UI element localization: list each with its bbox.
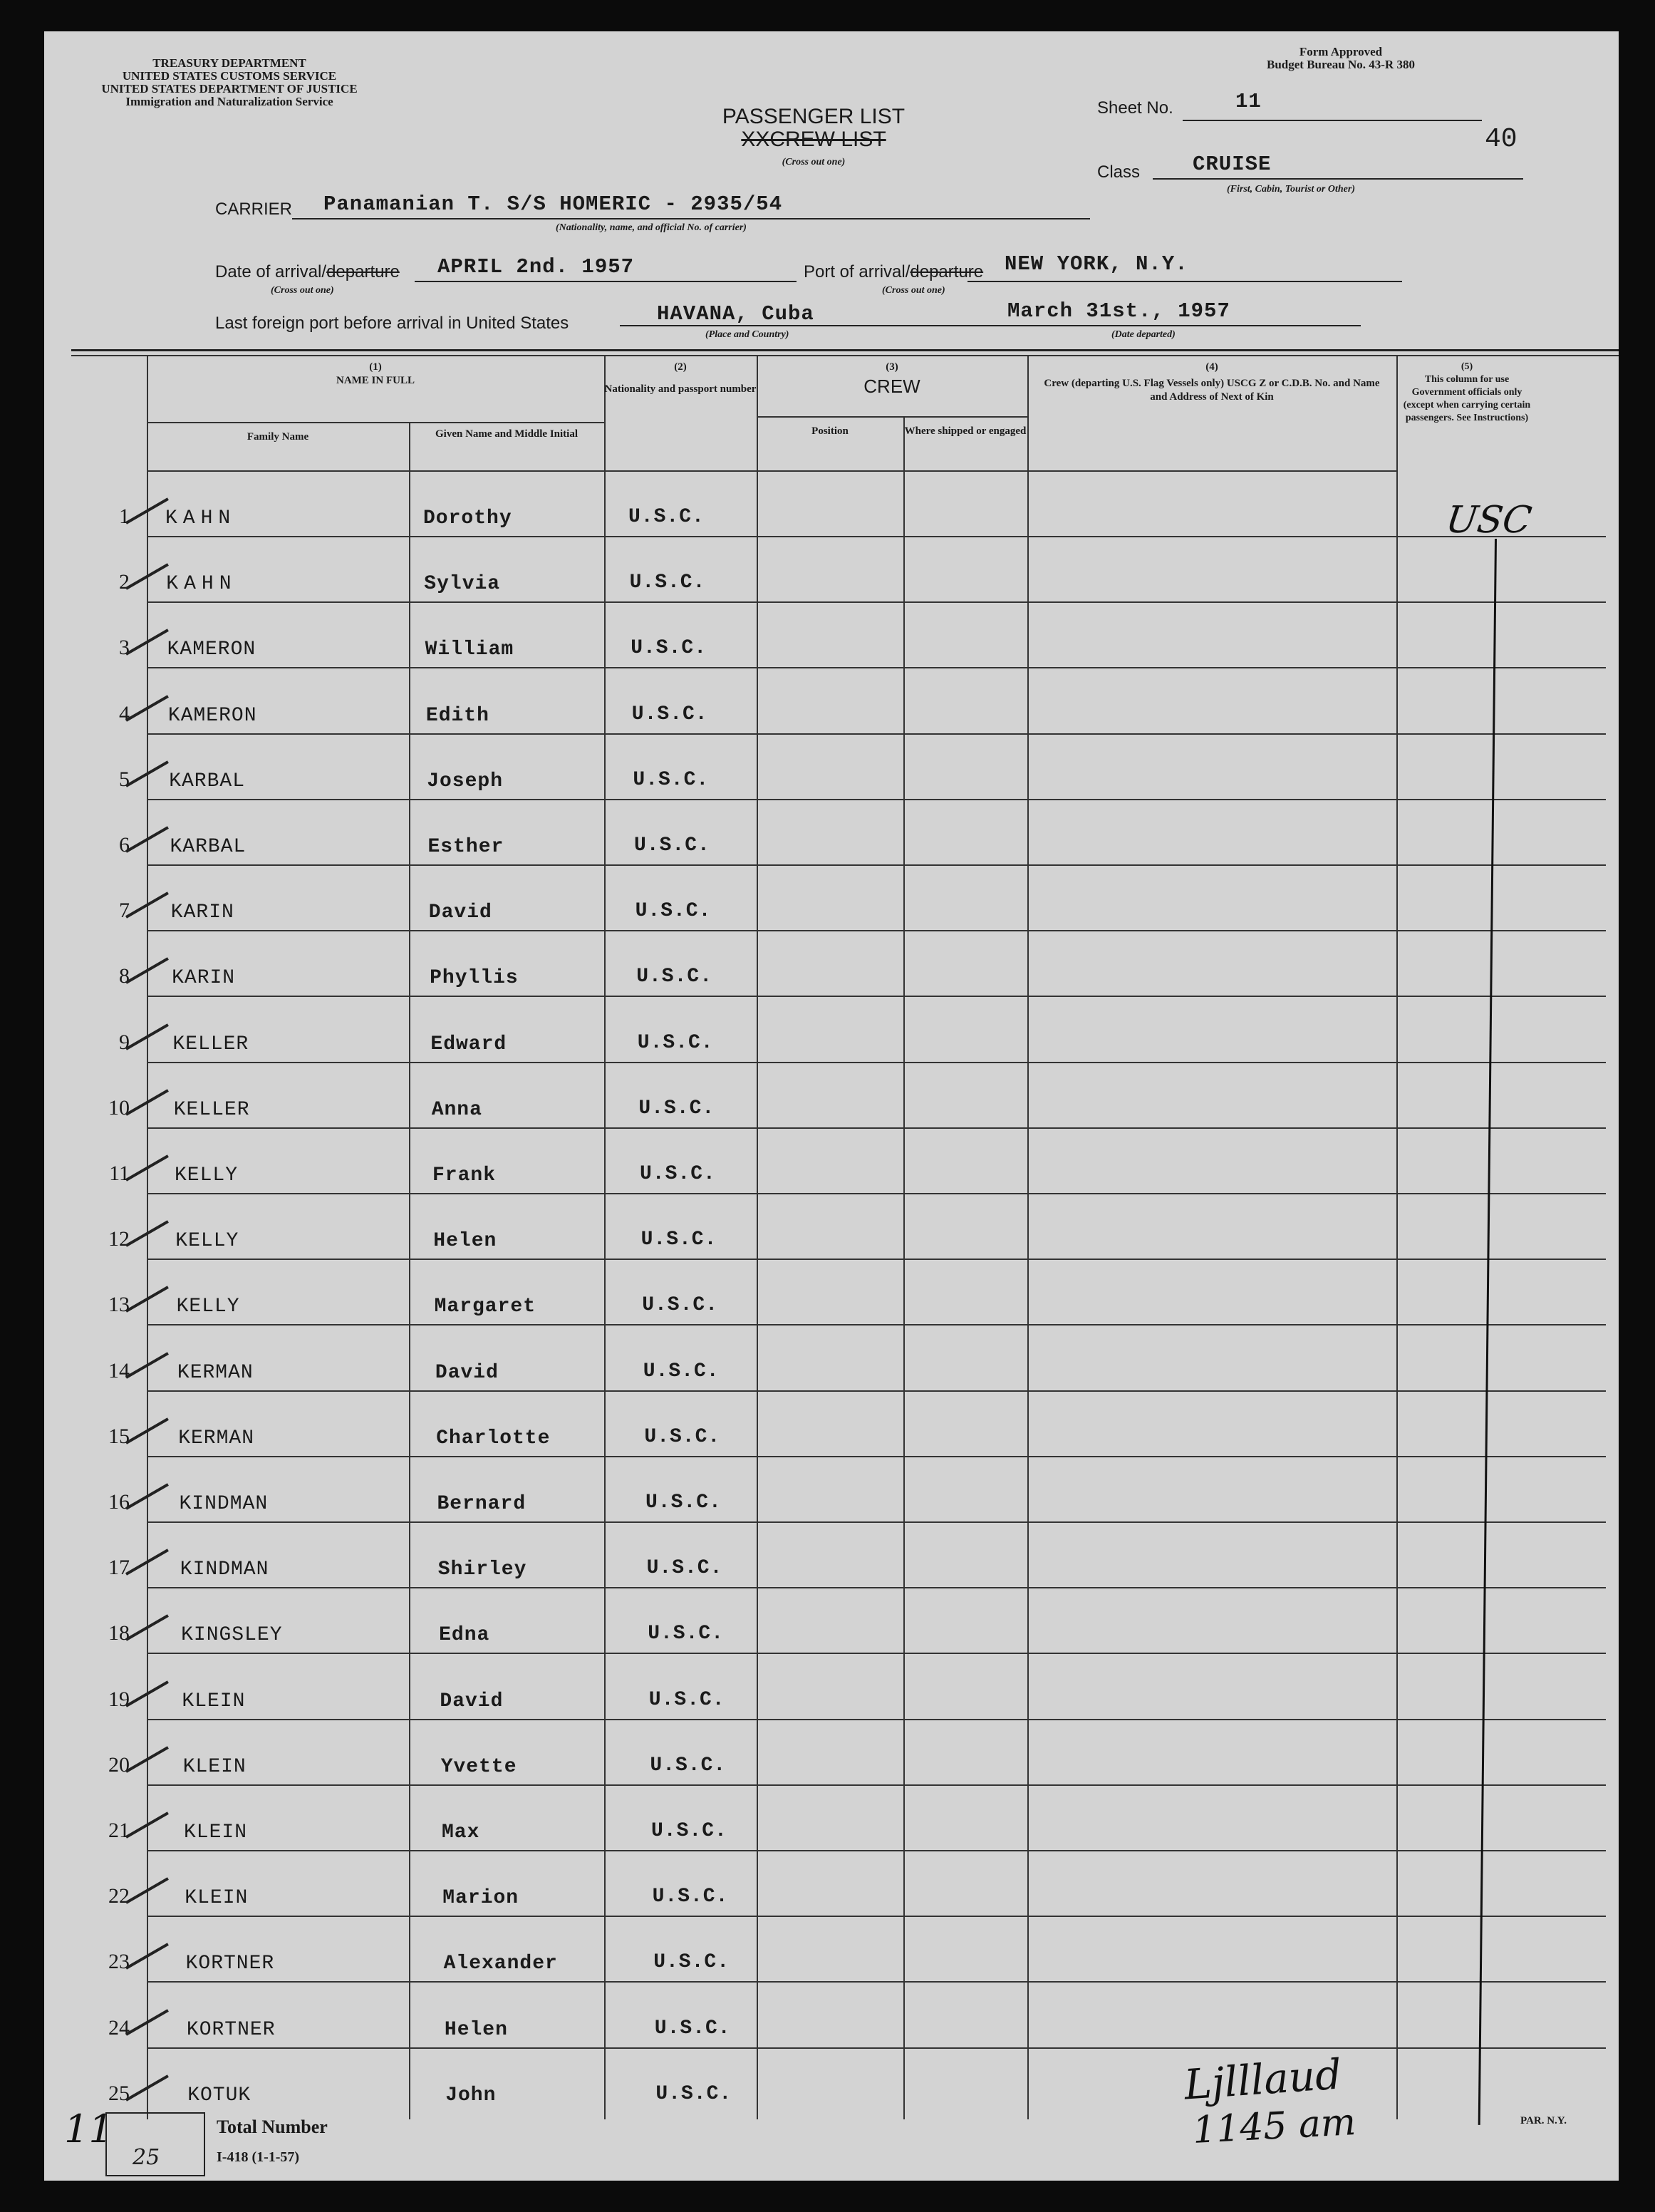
family-name-header: Family Name — [247, 431, 309, 443]
government-annotation: USC — [1443, 499, 1535, 542]
nationality-cell: U.S.C. — [631, 703, 708, 725]
nationality-cell: U.S.C. — [653, 1951, 730, 1974]
date-arrival-text: Date of arrival/ — [215, 262, 327, 281]
agency-line: Immigration and Naturalization Service — [125, 95, 333, 108]
given-name-cell: Edna — [439, 1624, 490, 1647]
row-rule — [147, 1653, 1606, 1654]
col5-title: This column for use Government officials only (except when carrying certain passengers. See Instructions) — [1403, 374, 1531, 423]
col1-number: (1) — [369, 361, 382, 373]
col2-title: Nationality and passport number — [604, 383, 757, 395]
row-number: 11 — [109, 1162, 130, 1185]
row-number: 1 — [119, 505, 130, 528]
col1-header — [147, 361, 604, 388]
budget-bureau-text: Budget Bureau No. 43-R 380 — [1267, 58, 1415, 71]
nationality-cell: U.S.C. — [648, 1688, 725, 1711]
given-name-cell: William — [425, 639, 514, 661]
sheet-no-value: 11 — [1235, 90, 1262, 113]
row-rule — [147, 1521, 1606, 1523]
family-name-cell: KARBAL — [170, 836, 247, 858]
col-rule — [757, 356, 758, 2119]
nationality-cell: U.S.C. — [636, 966, 713, 988]
given-name-cell: Edward — [430, 1033, 507, 1055]
carrier-value: Panamanian T. S/S HOMERIC - 2935/54 — [323, 192, 783, 216]
col4-number: (4) — [1205, 361, 1218, 373]
nationality-cell: U.S.C. — [650, 1754, 727, 1777]
row-number: 24 — [108, 2015, 130, 2040]
row-rule — [147, 1324, 1606, 1325]
agency-line: TREASURY DEPARTMENT — [152, 56, 306, 70]
given-name-cell: Joseph — [427, 770, 504, 792]
nationality-cell: U.S.C. — [655, 2082, 732, 2105]
family-name-cell: KERMAN — [177, 1361, 254, 1384]
nationality-cell: U.S.C. — [640, 1229, 717, 1251]
given-name-cell: Sylvia — [424, 573, 501, 596]
nationality-cell: U.S.C. — [637, 1031, 714, 1054]
given-name-cell: David — [428, 901, 492, 924]
nationality-cell: U.S.C. — [648, 1623, 725, 1645]
port-arrival-text: Port of arrival/ — [804, 262, 910, 281]
sheet-no-label: Sheet No. — [1097, 98, 1173, 118]
row-rule — [147, 1587, 1606, 1588]
given-name-cell: Max — [442, 1821, 480, 1844]
row-rule — [147, 864, 1606, 866]
family-name-cell: KAMERON — [167, 704, 257, 727]
col3-title: CREW — [863, 376, 920, 397]
row-number: 9 — [119, 1030, 130, 1054]
passenger-list-form — [44, 31, 1619, 2181]
last-port-value: HAVANA, Cuba — [657, 302, 814, 326]
nationality-cell: U.S.C. — [640, 1163, 716, 1185]
row-number: 19 — [108, 1687, 130, 1711]
nationality-cell: U.S.C. — [651, 1820, 727, 1842]
date-arrival-caption: (Cross out one) — [271, 285, 334, 296]
row-number: 4 — [119, 701, 130, 725]
agency-header — [80, 57, 379, 108]
nationality-cell: U.S.C. — [634, 834, 710, 857]
row-rule — [147, 996, 1606, 997]
ditto-line — [1478, 539, 1497, 2125]
family-name-cell: KINDMAN — [180, 1559, 269, 1581]
row-number: 25 — [108, 2081, 130, 2105]
given-name-cell: Bernard — [437, 1493, 526, 1515]
date-arrival-crossed: departure — [326, 262, 400, 281]
given-name-cell: Helen — [433, 1230, 497, 1253]
position-header: Position — [811, 425, 849, 437]
col-rule — [147, 356, 148, 2119]
family-name-cell: KELLY — [175, 1164, 239, 1187]
printer-mark: PAR. N.Y. — [1520, 2115, 1567, 2126]
date-departed-line — [955, 325, 1361, 326]
family-name-cell: KAHN — [166, 573, 237, 596]
class-line — [1153, 178, 1523, 180]
port-arrival-line — [967, 281, 1402, 282]
given-name-cell: Phyllis — [430, 967, 519, 990]
nationality-cell: U.S.C. — [654, 2017, 731, 2040]
col4-title: Crew (departing U.S. Flag Vessels only) USCG Z or C.D.B. No. and Name and Address of Next of Kin — [1044, 378, 1380, 403]
family-name-cell: KELLER — [173, 1098, 250, 1121]
crew-subhead-rule — [757, 416, 1027, 418]
date-departed-value: March 31st., 1957 — [1007, 299, 1230, 323]
row-number: 16 — [108, 1490, 130, 1514]
given-name-cell: Frank — [432, 1164, 497, 1187]
given-name-header: Given Name and Middle Initial — [435, 428, 579, 440]
title-crew-list — [664, 128, 963, 151]
col3-number: (3) — [886, 361, 898, 373]
given-name-cell: Margaret — [434, 1296, 536, 1318]
given-name-cell: Marion — [442, 1887, 519, 1910]
given-name-cell: Yvette — [440, 1755, 517, 1778]
col1-title: NAME IN FULL — [336, 375, 415, 386]
col-rule — [1027, 356, 1029, 2119]
col2-header — [604, 361, 757, 396]
row-rule — [147, 2047, 1606, 2049]
given-name-cell: Shirley — [437, 1559, 527, 1581]
family-name-cell: KLEIN — [182, 1755, 247, 1778]
row-rule — [147, 1850, 1606, 1851]
port-arrival-value: NEW YORK, N.Y. — [1005, 252, 1188, 276]
family-name-cell: KOTUK — [187, 2084, 251, 2107]
sheet-no-line — [1183, 120, 1482, 121]
stamp-number: 40 — [1485, 124, 1517, 155]
family-name-cell: KINGSLEY — [181, 1624, 283, 1647]
col-rule — [903, 416, 905, 2119]
row-rule — [147, 536, 1606, 537]
inspector-note: 1145 am — [1191, 2101, 1357, 2152]
family-name-cell: KAHN — [165, 507, 237, 529]
last-port-label: Last foreign port before arrival in United States — [215, 314, 569, 333]
col5-header — [1402, 361, 1532, 425]
row-number: 13 — [108, 1293, 130, 1317]
carrier-label: CARRIER — [215, 200, 293, 219]
nationality-cell: U.S.C. — [633, 768, 710, 791]
col3-header — [757, 361, 1027, 397]
col4-header — [1039, 361, 1385, 404]
row-number: 6 — [119, 833, 130, 857]
row-rule — [147, 1259, 1606, 1260]
given-name-cell: David — [435, 1361, 499, 1384]
row-rule — [147, 601, 1606, 603]
col5-number: (5) — [1461, 361, 1473, 372]
family-name-cell: KLEIN — [185, 1887, 249, 1910]
family-name-cell: KAMERON — [167, 639, 256, 661]
row-rule — [147, 667, 1606, 668]
given-name-cell: David — [440, 1690, 504, 1712]
row-number: 17 — [108, 1556, 130, 1580]
cross-out-caption: (Cross out one) — [782, 157, 846, 167]
col-rule — [409, 423, 410, 2119]
family-name-cell: KERMAN — [178, 1427, 255, 1449]
last-port-caption: (Place and Country) — [705, 329, 789, 340]
row-number: 23 — [108, 1950, 130, 1974]
row-number: 14 — [108, 1358, 130, 1382]
given-name-cell: Alexander — [443, 1953, 558, 1975]
row-number: 5 — [119, 767, 130, 791]
row-number: 8 — [119, 964, 130, 988]
given-name-cell: John — [445, 2084, 497, 2107]
nationality-cell: U.S.C. — [652, 1886, 729, 1908]
row-number: 15 — [108, 1424, 130, 1448]
row-rule — [147, 1390, 1606, 1392]
given-name-cell: Dorothy — [423, 507, 512, 529]
col2-number: (2) — [674, 361, 687, 373]
row-number: 20 — [108, 1752, 130, 1777]
nationality-cell: U.S.C. — [629, 572, 706, 594]
family-name-cell: KELLY — [176, 1296, 240, 1318]
class-label: Class — [1097, 162, 1141, 182]
col-rule — [1396, 356, 1398, 2119]
port-arrival-crossed: departure — [910, 262, 984, 281]
form-approved-text: Form Approved — [1299, 45, 1383, 58]
given-name-cell: Charlotte — [436, 1427, 551, 1449]
nationality-cell: U.S.C. — [645, 1492, 722, 1514]
form-approval — [1267, 46, 1415, 71]
carrier-line — [292, 218, 1090, 219]
given-name-cell: Helen — [444, 2018, 508, 2041]
row-rule — [147, 1456, 1606, 1457]
row-rule — [147, 799, 1606, 800]
row-rule — [147, 1193, 1606, 1194]
given-name-cell: Edith — [425, 704, 489, 727]
family-name-cell: KARIN — [170, 901, 234, 924]
row-number: 3 — [119, 636, 130, 660]
family-name-cell: KELLY — [175, 1230, 239, 1253]
name-subhead-rule — [147, 422, 604, 423]
nationality-cell: U.S.C. — [628, 506, 705, 528]
family-name-cell: KELLER — [172, 1033, 249, 1055]
total-number-value: 25 — [133, 2145, 160, 2170]
row-number: 7 — [119, 899, 130, 923]
nationality-cell: U.S.C. — [631, 637, 707, 660]
row-rule — [147, 1062, 1606, 1063]
family-name-cell: KORTNER — [185, 1953, 275, 1975]
inspector-signature: Ljlllaud — [1182, 2050, 1344, 2109]
port-arrival-caption: (Cross out one) — [882, 285, 945, 296]
table-top-rule-2 — [71, 355, 1619, 356]
nationality-cell: U.S.C. — [644, 1425, 721, 1448]
date-arrival-value: APRIL 2nd. 1957 — [437, 255, 635, 279]
table-top-rule — [71, 349, 1619, 351]
carrier-caption: (Nationality, name, and official No. of carrier) — [556, 222, 747, 233]
family-name-cell: KORTNER — [186, 2018, 276, 2041]
row-number: 10 — [108, 1095, 130, 1120]
row-rule — [147, 930, 1606, 931]
nationality-cell: U.S.C. — [638, 1097, 715, 1120]
date-of-arrival-label — [215, 262, 400, 282]
family-name-cell: KARBAL — [169, 770, 246, 792]
class-value: CRUISE — [1193, 153, 1272, 176]
given-name-cell: Esther — [427, 836, 504, 858]
row-rule — [147, 733, 1606, 735]
form-number: I-418 (1-1-57) — [217, 2149, 300, 2165]
margin-mark: 11 — [64, 2107, 113, 2151]
nationality-cell: U.S.C. — [635, 900, 712, 923]
class-caption: (First, Cabin, Tourist or Other) — [1227, 184, 1355, 195]
row-rule — [147, 1981, 1606, 1983]
family-name-cell: KARIN — [172, 967, 236, 990]
row-rule — [147, 1127, 1606, 1129]
row-number: 18 — [108, 1621, 130, 1645]
family-name-cell: KLEIN — [182, 1690, 246, 1712]
form-title — [664, 105, 963, 174]
total-number-box — [105, 2112, 205, 2176]
date-departed-caption: (Date departed) — [1111, 329, 1176, 340]
total-number-label: Total Number — [217, 2117, 328, 2137]
header-bottom-rule — [147, 470, 1396, 472]
agency-line: UNITED STATES CUSTOMS SERVICE — [122, 69, 337, 83]
row-rule — [147, 1784, 1606, 1786]
port-of-arrival-label — [804, 262, 983, 282]
row-number: 2 — [119, 570, 130, 594]
family-name-cell: KLEIN — [184, 1821, 248, 1844]
row-number: 12 — [108, 1227, 130, 1251]
nationality-cell: U.S.C. — [642, 1294, 719, 1317]
row-rule — [147, 1719, 1606, 1720]
col-rule — [604, 356, 606, 2119]
family-name-cell: KINDMAN — [179, 1493, 269, 1515]
title-passenger-list: PASSENGER LIST — [722, 105, 906, 128]
where-shipped-header: Where shipped or engaged — [904, 425, 1027, 437]
row-number: 21 — [108, 1819, 130, 1842]
nationality-cell: U.S.C. — [646, 1557, 723, 1580]
row-rule — [147, 1916, 1606, 1917]
title-crossed-out: XXCREW LIST — [741, 128, 886, 151]
date-arrival-line — [415, 281, 797, 282]
row-number: 22 — [108, 1884, 130, 1908]
nationality-cell: U.S.C. — [643, 1360, 720, 1382]
given-name-cell: Anna — [431, 1098, 482, 1121]
agency-line: UNITED STATES DEPARTMENT OF JUSTICE — [101, 82, 358, 95]
